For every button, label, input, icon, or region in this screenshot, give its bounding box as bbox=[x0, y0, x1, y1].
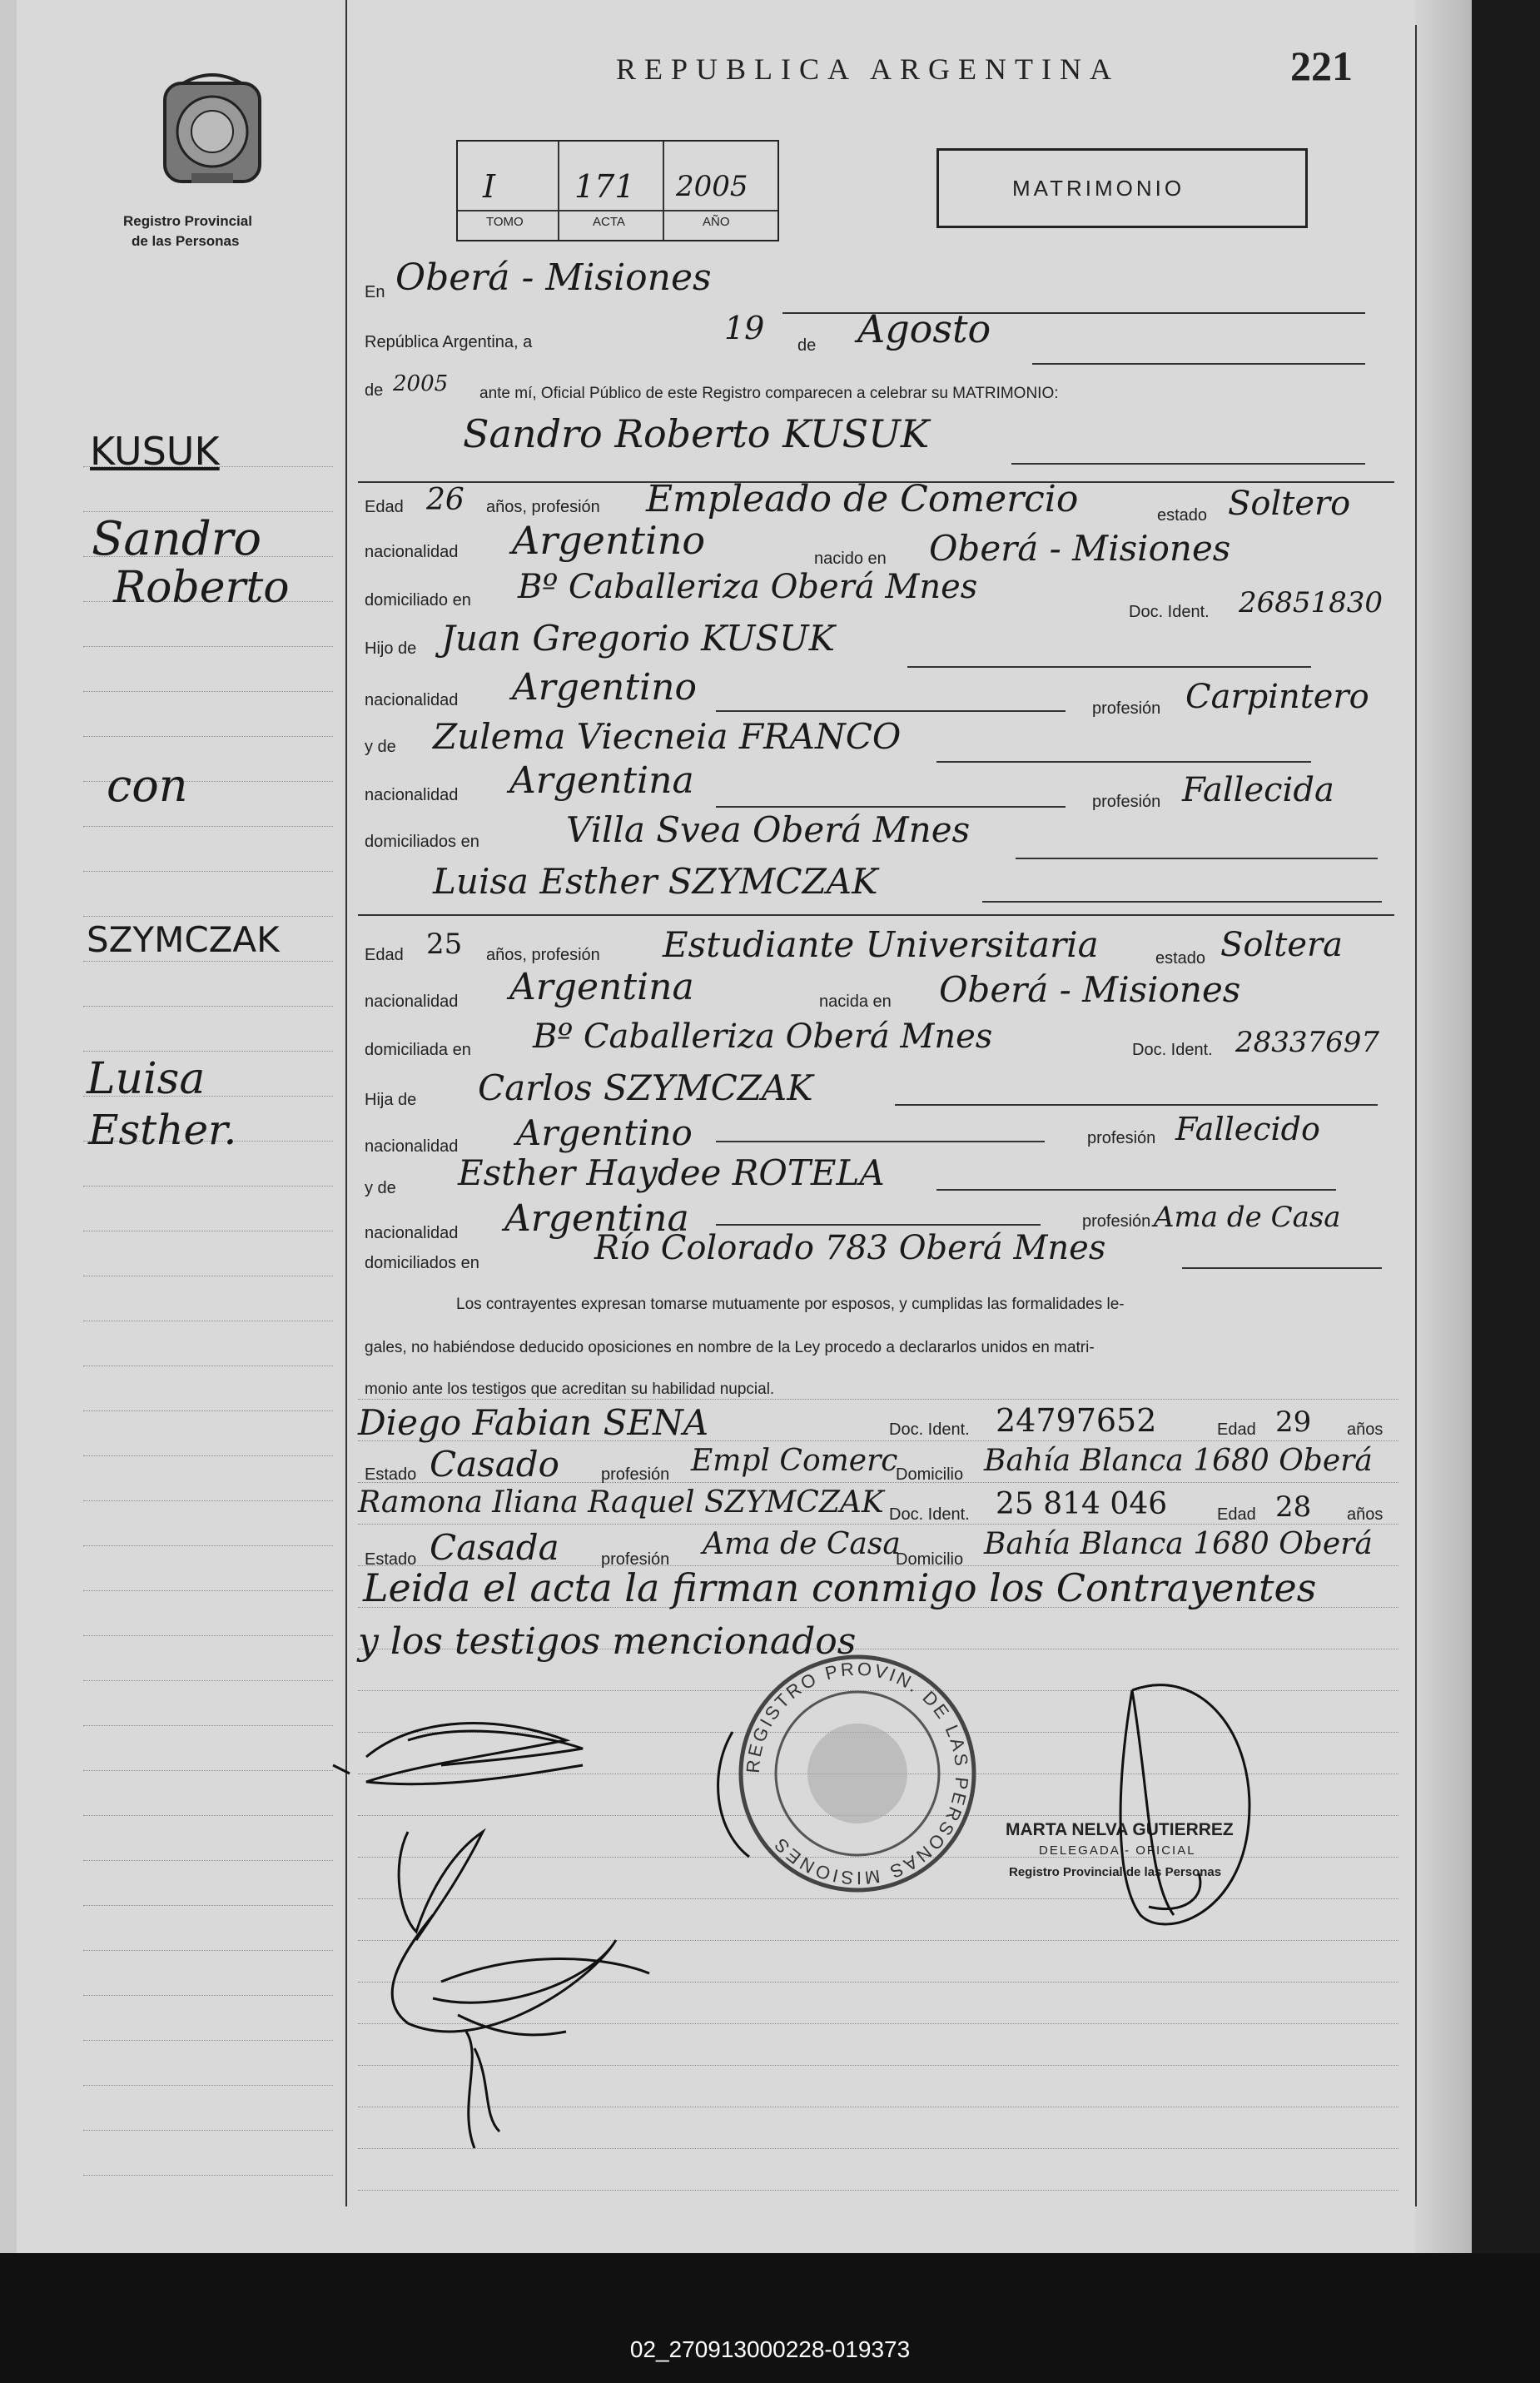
bride-doc: 28337697 bbox=[1235, 1026, 1380, 1059]
witness1-age: 29 bbox=[1275, 1405, 1312, 1439]
margin-rule-line bbox=[83, 2040, 333, 2042]
groom-estado-label: estado bbox=[1157, 506, 1208, 525]
margin-rule-line bbox=[83, 1321, 333, 1322]
page-number: 221 bbox=[1290, 42, 1353, 89]
place: Oberá - Misiones bbox=[395, 256, 712, 299]
witness2-edad-label: Edad bbox=[1217, 1505, 1256, 1524]
witness1-prof-label: profesión bbox=[601, 1465, 670, 1484]
bride-yde-label: y de bbox=[365, 1179, 396, 1197]
witness2-estado-label: Estado bbox=[365, 1550, 417, 1569]
margin-rule-line bbox=[83, 1635, 333, 1637]
bride-father-profession: Fallecido bbox=[1175, 1111, 1320, 1147]
margin-rule-line bbox=[83, 1366, 333, 1367]
bride-full-name: Luisa Esther SZYMCZAK bbox=[433, 861, 878, 902]
groom-doc: 26851830 bbox=[1239, 586, 1384, 619]
right-border bbox=[1415, 25, 1417, 2206]
groom-father-prof-label: profesión bbox=[1092, 699, 1161, 718]
margin-rule-line bbox=[83, 1500, 333, 1502]
groom-father: Juan Gregorio KUSUK bbox=[441, 618, 835, 659]
groom-father-nat-label: nacionalidad bbox=[365, 691, 459, 709]
bride-estado-label: estado bbox=[1155, 949, 1206, 968]
page-edge-shadow bbox=[1415, 0, 1472, 2253]
witness1-doc: 24797652 bbox=[996, 1402, 1157, 1439]
groom-mother-nationality: Argentina bbox=[509, 759, 694, 802]
margin-rule-line bbox=[83, 871, 333, 873]
acta-label: ACTA bbox=[593, 215, 625, 229]
groom-anios-profesion-label: años, profesión bbox=[486, 498, 600, 516]
margin-bride-surname: SZYMCZAK bbox=[87, 919, 280, 960]
margin-rule-line bbox=[83, 1545, 333, 1547]
margin-rule-line bbox=[83, 1051, 333, 1052]
groom-nationality: Argentino bbox=[512, 518, 706, 563]
groom-father-profession: Carpintero bbox=[1185, 678, 1369, 716]
groom-father-nationality: Argentino bbox=[512, 666, 697, 709]
declaration-line-3: monio ante los testigos que acreditan su habilidad nupcial. bbox=[365, 1381, 775, 1398]
margin-rule-line bbox=[83, 1905, 333, 1907]
witness2-doc: 25 814 046 bbox=[996, 1487, 1168, 1521]
witness2-anios-label: años bbox=[1347, 1505, 1384, 1524]
bride-father-prof-label: profesión bbox=[1087, 1129, 1156, 1147]
witness2-dom-label: Domicilio bbox=[896, 1550, 964, 1569]
groom-nacido-label: nacido en bbox=[814, 550, 887, 568]
official-office: Registro Provincial de las Personas bbox=[1009, 1865, 1222, 1879]
en-label: En bbox=[365, 283, 385, 301]
footer-id: 02_270913000228-019373 bbox=[629, 2336, 911, 2362]
margin-rule-line bbox=[83, 1815, 333, 1817]
margin-rule-line bbox=[83, 691, 333, 693]
groom-yde-label: y de bbox=[365, 738, 396, 756]
scan-footer bbox=[0, 2253, 1540, 2383]
bride-doc-label: Doc. Ident. bbox=[1132, 1041, 1213, 1059]
witness1-name: Diego Fabian SENA bbox=[358, 1402, 709, 1443]
bride-father-nationality: Argentino bbox=[516, 1112, 693, 1153]
month: Agosto bbox=[857, 306, 991, 351]
witness1-dom-label: Domicilio bbox=[896, 1465, 964, 1484]
margin-rule-line bbox=[83, 646, 333, 648]
bride-edad-label: Edad bbox=[365, 946, 404, 964]
record-type: MATRIMONIO bbox=[1012, 176, 1185, 201]
witness2-domicile: Bahía Blanca 1680 Oberá bbox=[984, 1527, 1373, 1561]
anio-label: AÑO bbox=[703, 215, 730, 229]
official-name: MARTA NELVA GUTIERREZ bbox=[1006, 1820, 1234, 1839]
groom-nacionalidad-label: nacionalidad bbox=[365, 543, 459, 561]
acta-value: 171 bbox=[574, 168, 635, 205]
de-label: de bbox=[797, 336, 817, 355]
groom-hijo-label: Hijo de bbox=[365, 639, 417, 658]
registry-label-line1: Registro Provincial bbox=[123, 213, 252, 229]
groom-parents-domicile: Villa Svea Oberá Mnes bbox=[566, 809, 971, 850]
bride-mother-profession: Ama de Casa bbox=[1154, 1201, 1341, 1234]
margin-groom-surname: KUSUK bbox=[90, 429, 220, 474]
witness1-estado: Casado bbox=[430, 1444, 559, 1485]
groom-mother-prof-label: profesión bbox=[1092, 793, 1161, 811]
margin-rule-line bbox=[83, 961, 333, 963]
margin-rule-line bbox=[83, 2130, 333, 2132]
witness2-profession: Ama de Casa bbox=[703, 1527, 901, 1561]
groom-mother-profession: Fallecida bbox=[1182, 771, 1334, 809]
margin-rule-line bbox=[83, 1590, 333, 1592]
groom-parents-dom-label: domiciliados en bbox=[365, 833, 479, 851]
witness1-domicile: Bahía Blanca 1680 Oberá bbox=[984, 1444, 1373, 1478]
witness1-edad-label: Edad bbox=[1217, 1420, 1256, 1439]
bride-estado: Soltera bbox=[1220, 926, 1343, 964]
margin-rule-line bbox=[83, 1770, 333, 1772]
margin-rule-line bbox=[83, 2085, 333, 2087]
witness1-estado-label: Estado bbox=[365, 1465, 417, 1484]
bride-domicilio-label: domiciliada en bbox=[365, 1041, 471, 1059]
bride-hija-label: Hija de bbox=[365, 1091, 417, 1109]
bride-parents-domicile: Río Colorado 783 Oberá Mnes bbox=[594, 1229, 1106, 1267]
bride-nationality: Argentina bbox=[509, 966, 694, 1008]
margin-groom-name-2: Roberto bbox=[113, 563, 290, 613]
witness2-doc-label: Doc. Ident. bbox=[889, 1505, 970, 1524]
registry-label-line2: de las Personas bbox=[132, 233, 240, 249]
margin-rule-line bbox=[83, 826, 333, 828]
year: 2005 bbox=[393, 371, 449, 396]
margin-rule-line bbox=[83, 1276, 333, 1277]
witness2-age: 28 bbox=[1275, 1490, 1312, 1524]
stamp-ring-text: REGISTRO PROVIN. DE LAS PERSONAS MISIONES bbox=[742, 1658, 973, 1889]
bride-mother: Esther Haydee ROTELA bbox=[458, 1152, 885, 1193]
margin-rule-line bbox=[83, 2175, 333, 2177]
margin-rule-line bbox=[83, 1006, 333, 1007]
declaration-line-2: gales, no habiéndose deducido oposiciones en nombre de la Ley procedo a declararlos unidos en matri- bbox=[365, 1339, 1095, 1356]
record-type-box bbox=[936, 148, 1308, 228]
margin-rule-line bbox=[83, 1860, 333, 1862]
republica-label: República Argentina, a bbox=[365, 333, 533, 351]
margin-connector: con bbox=[107, 759, 188, 812]
official-title: DELEGADA - OFICIAL bbox=[1039, 1843, 1196, 1858]
bride-parents-dom-label: domiciliados en bbox=[365, 1254, 479, 1272]
margin-rule-line bbox=[83, 1950, 333, 1952]
margin-rule-line bbox=[83, 1186, 333, 1187]
margin-rule-line bbox=[83, 1725, 333, 1727]
witness2-name: Ramona Iliana Raquel SZYMCZAK bbox=[358, 1485, 884, 1520]
bride-father: Carlos SZYMCZAK bbox=[478, 1067, 813, 1108]
margin-rule-line bbox=[83, 1680, 333, 1682]
witness1-doc-label: Doc. Ident. bbox=[889, 1420, 970, 1439]
groom-edad-label: Edad bbox=[365, 498, 404, 516]
body-rule-line bbox=[358, 1399, 1398, 1400]
groom-mother-nat-label: nacionalidad bbox=[365, 786, 459, 804]
groom-full-name: Sandro Roberto KUSUK bbox=[463, 411, 930, 456]
margin-groom-name-1: Sandro bbox=[92, 512, 262, 566]
bride-birthplace: Oberá - Misiones bbox=[939, 969, 1241, 1010]
groom-birthplace: Oberá - Misiones bbox=[929, 528, 1231, 569]
witness1-anios-label: años bbox=[1347, 1420, 1384, 1439]
bride-age: 25 bbox=[426, 928, 463, 961]
margin-rule-line bbox=[83, 1995, 333, 1997]
de-year-label: de bbox=[365, 381, 384, 400]
declaration-line-1: Los contrayentes expresan tomarse mutuamente por esposos, y cumplidas las formalidades le- bbox=[456, 1296, 1125, 1313]
margin-bride-name-1: Luisa bbox=[87, 1054, 206, 1104]
bride-mother-nat-label: nacionalidad bbox=[365, 1224, 459, 1242]
margin-rule-line bbox=[83, 1231, 333, 1232]
day: 19 bbox=[724, 310, 765, 346]
witness1-profession: Empl Comerc bbox=[691, 1444, 898, 1478]
bride-domicile: Bº Caballeriza Oberá Mnes bbox=[533, 1017, 993, 1056]
margin-bride-name-2: Esther. bbox=[88, 1106, 237, 1154]
witness2-prof-label: profesión bbox=[601, 1550, 670, 1569]
bride-mother-nationality: Argentina bbox=[504, 1197, 689, 1240]
groom-domicilio-label: domiciliado en bbox=[365, 591, 471, 609]
intro-text: ante mí, Oficial Público de este Registro comparecen a celebrar su MATRIMONIO: bbox=[479, 385, 1059, 402]
anio-value: 2005 bbox=[676, 170, 748, 203]
signatures-icon bbox=[316, 1665, 1398, 2165]
book-spine bbox=[0, 0, 17, 2253]
margin-rule-line bbox=[83, 1410, 333, 1412]
bride-nacionalidad-label: nacionalidad bbox=[365, 993, 459, 1011]
groom-profession: Empleado de Comercio bbox=[646, 478, 1079, 520]
groom-domicile: Bº Caballeriza Oberá Mnes bbox=[518, 568, 978, 606]
closing-line-1: Leida el acta la firman conmigo los Contrayentes bbox=[363, 1565, 1317, 1610]
margin-rule-line bbox=[83, 1455, 333, 1457]
record-id-box bbox=[456, 140, 779, 241]
groom-doc-label: Doc. Ident. bbox=[1129, 603, 1210, 621]
groom-estado: Soltero bbox=[1228, 485, 1351, 523]
bride-anios-profesion-label: años, profesión bbox=[486, 946, 600, 964]
tomo-value: I bbox=[483, 168, 496, 205]
coat-of-arms-icon bbox=[158, 67, 266, 192]
bride-mother-prof-label: profesión bbox=[1082, 1212, 1151, 1231]
bride-father-nat-label: nacionalidad bbox=[365, 1137, 459, 1156]
bride-nacida-label: nacida en bbox=[819, 993, 892, 1011]
groom-mother: Zulema Viecneia FRANCO bbox=[433, 716, 902, 757]
groom-age: 26 bbox=[426, 483, 464, 517]
margin-rule-line bbox=[83, 736, 333, 738]
tomo-label: TOMO bbox=[486, 215, 524, 229]
country-title: REPUBLICA ARGENTINA bbox=[616, 52, 1120, 86]
bride-profession: Estudiante Universitaria bbox=[663, 924, 1099, 965]
body-rule-line bbox=[358, 2190, 1398, 2191]
witness2-estado: Casada bbox=[430, 1527, 559, 1568]
margin-rule-line bbox=[83, 916, 333, 918]
closing-line-2: y los testigos mencionados bbox=[358, 1620, 857, 1663]
